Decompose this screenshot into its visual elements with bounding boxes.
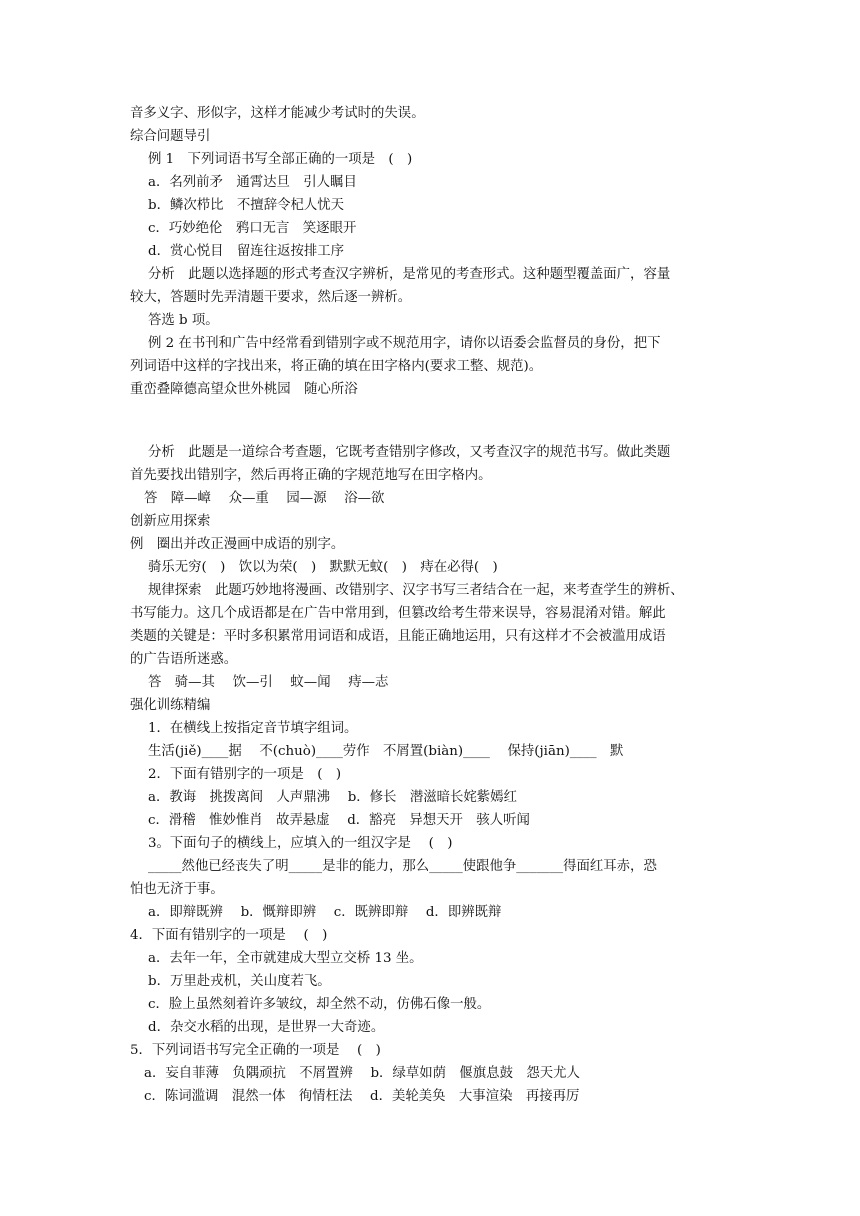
rule-line: 的广告语所迷惑。	[130, 652, 238, 667]
section-heading: 综合问题导引	[130, 129, 211, 144]
option-d: d．杂交水稻的出现，是世界一大奇迹。	[148, 1020, 385, 1035]
option-line: c．滑稽 惟妙惟肖 故弄悬虚 d．豁亮 异想天开 骇人听闻	[148, 813, 530, 828]
option-a: a．去年一年，全市就建成大型立交桥 13 坐。	[148, 951, 423, 966]
answer-line: 答选 b 项。	[148, 313, 219, 328]
analysis-line: 较大，答题时先弄清题干要求，然后逐一辨析。	[130, 290, 412, 305]
answer-line: 答 骑—其 饮—引 蚊—闻 痔—志	[148, 675, 389, 690]
example-2-question: 例 2 在书刊和广告中经常看到错别字或不规范用字，请你以语委会监督员的身份，把下	[148, 336, 661, 351]
option-b: b．万里赴戎机，关山度若飞。	[148, 974, 331, 989]
exercise-3: 3。下面句子的横线上，应填入的一组汉字是 ( )	[148, 836, 453, 851]
option-c: c．巧妙绝伦 鸦口无言 笑逐眼开	[148, 221, 357, 236]
section-heading: 创新应用探索	[130, 514, 211, 529]
option-a: a．名列前矛 通霄达旦 引人瞩目	[148, 175, 357, 190]
rule-line: 规律探索 此题巧妙地将漫画、改错别字、汉字书写三者结合在一起，来考查学生的辨析、	[148, 583, 684, 598]
analysis-line: 分析 此题以选择题的形式考查汉字辨析，是常见的考查形式。这种题型覆盖面广，容量	[148, 267, 671, 282]
section-heading: 强化训练精编	[130, 698, 211, 713]
exercise-5: 5．下列词语书写完全正确的一项是 ( )	[130, 1043, 381, 1058]
option-line: a．教诲 挑拨离间 人声鼎沸 b．修长 潜滋暗长姹紫嫣红	[148, 790, 517, 805]
option-line: a．即辩既辨 b．慨辩即辨 c．既辨即辩 d．即辨既辩	[148, 905, 502, 920]
idiom-list: 骑乐无穷( ) 饮以为荣( ) 默默无蚊( ) 痔在必得( )	[148, 560, 498, 575]
example-question: 例 圈出并改正漫画中成语的别字。	[130, 537, 345, 552]
text-line: 音多义字、形似字，这样才能减少考试时的失误。	[130, 106, 425, 121]
option-line: a．妄自菲薄 负隅顽抗 不屑置辨 b．绿草如荫 偃旗息鼓 怨天尤人	[144, 1066, 580, 1081]
option-line: c．陈词滥调 混然一体 徇情枉法 d．美轮美奂 大事渲染 再接再厉	[144, 1089, 580, 1104]
example-2-question: 列词语中这样的字找出来，将正确的填在田字格内(要求工整、规范)。	[130, 359, 543, 374]
exercise-1-blanks: 生活(jiě)____据 不(chuò)____劳作 不屑置(biàn)____ 保持(jiān)____ 默	[148, 744, 624, 759]
option-b: b．鳞次栉比 不擅辞令杞人忧天	[148, 198, 345, 213]
option-d: d．赏心悦目 留连往返按排工序	[148, 244, 345, 259]
word-list: 重峦叠障德高望众世外桃园 随心所浴	[130, 382, 358, 397]
exercise-1: 1．在横线上按指定音节填字组词。	[148, 721, 358, 736]
exercise-3-sentence: _____然他已经丧失了明_____是非的能力，那么_____使跟他争_______得面红耳赤，恐	[148, 859, 657, 874]
exercise-3-sentence: 怕也无济于事。	[130, 882, 224, 897]
analysis-line: 首先要找出错别字，然后再将正确的字规范地写在田字格内。	[130, 468, 492, 483]
rule-line: 书写能力。这几个成语都是在广告中常用到，但篡改给考生带来误导，容易混淆对错。解此	[130, 606, 666, 621]
example-1-question: 例 1 下列词语书写全部正确的一项是 ( )	[148, 152, 413, 167]
answer-line: 答 障—嶂 众—重 园—源 浴—欲	[144, 491, 385, 506]
rule-line: 类题的关键是：平时多积累常用词语和成语，且能正确地运用，只有这样才不会被滥用成语	[130, 629, 666, 644]
analysis-line: 分析 此题是一道综合考查题，它既考查错别字修改，又考查汉字的规范书写。做此类题	[148, 445, 671, 460]
exercise-4: 4．下面有错别字的一项是 ( )	[130, 928, 328, 943]
option-c: c．脸上虽然刻着许多皱纹，却全然不动，仿佛石像一般。	[148, 997, 491, 1012]
exercise-2: 2．下面有错别字的一项是 ( )	[148, 767, 342, 782]
